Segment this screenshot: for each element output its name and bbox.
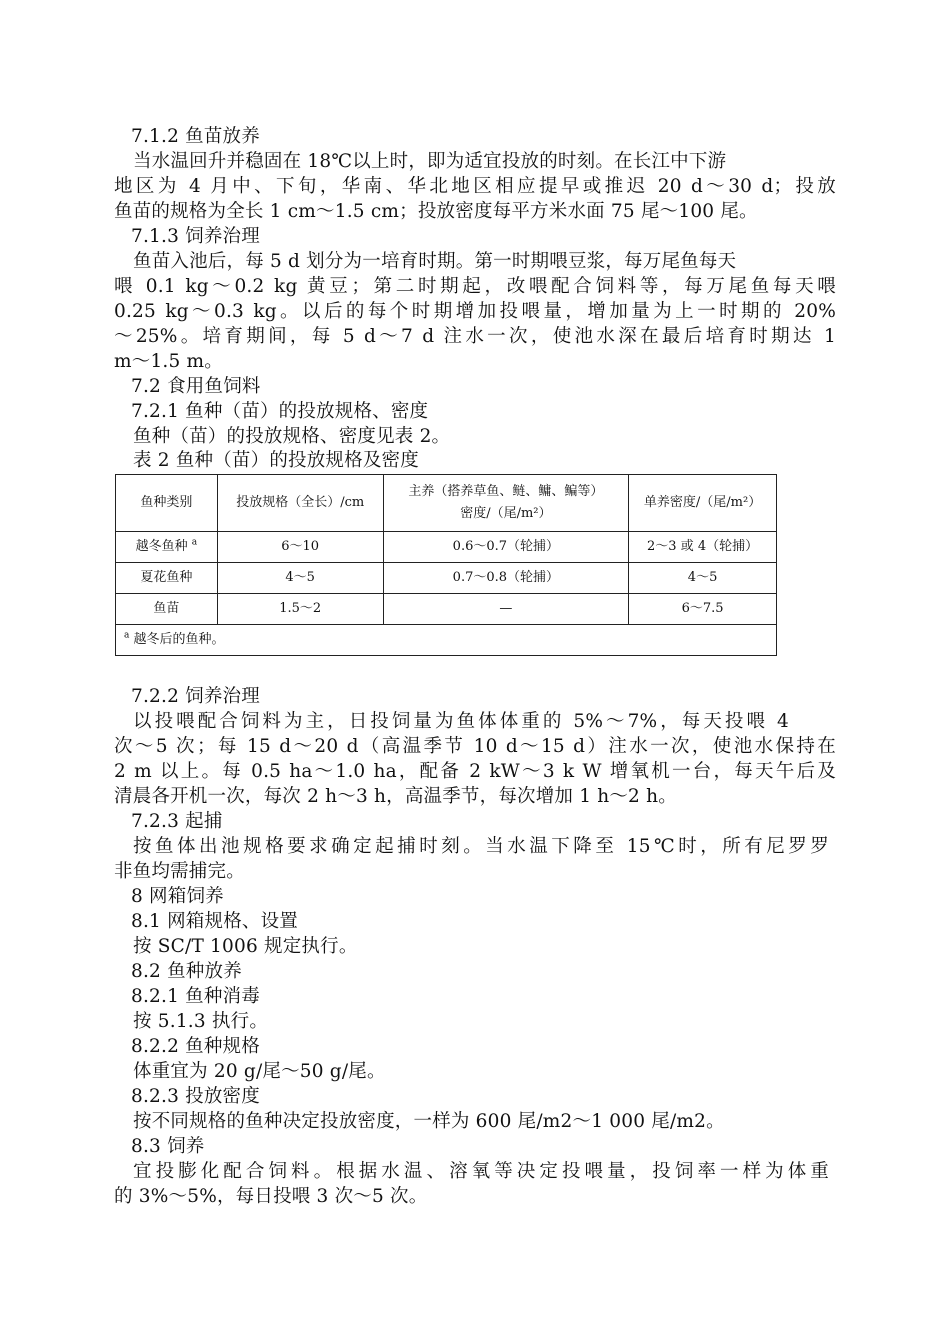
footnote-marker: a (124, 630, 130, 641)
paragraph-line: 鱼苗的规格为全长 1 cm～1.5 cm；投放密度每平方米水面 75 尾～100 尾。 (114, 201, 758, 222)
heading-8-2-3: 8.2.3 投放密度 (131, 1086, 260, 1107)
heading-8-2: 8.2 鱼种放养 (131, 961, 242, 982)
header-fish-type: 鱼种类别 (116, 475, 218, 532)
cell-spec: 1.5～2 (217, 594, 383, 625)
footnote-marker: a (191, 537, 198, 548)
heading-8-2-2: 8.2.2 鱼种规格 (131, 1036, 260, 1057)
cell-main: — (383, 594, 629, 625)
heading-7-2-3: 7.2.3 起捕 (131, 811, 223, 832)
table-header-row (116, 475, 777, 532)
header-spec: 投放规格（全长）/cm (217, 475, 383, 532)
heading-7-2: 7.2 食用鱼饲料 (131, 376, 261, 397)
paragraph-line: 按鱼体出池规格要求确定起捕时刻。当水温下降至 15℃时，所有尼罗罗 (133, 836, 829, 857)
table-row (116, 532, 777, 563)
heading-8-1: 8.1 网箱规格、设置 (131, 911, 299, 932)
paragraph-line: 地区为 4 月中、下旬，华南、华北地区相应提早或推迟 20 d～30 d；投放 (114, 176, 836, 197)
cell-single: 4～5 (629, 563, 777, 594)
table-note (116, 625, 777, 656)
cell-single: 6～7.5 (629, 594, 777, 625)
paragraph-line: 的 3%～5%，每日投喂 3 次～5 次。 (114, 1186, 428, 1207)
paragraph-line: 按 5.1.3 执行。 (133, 1011, 269, 1032)
table-caption: 表 2 鱼种（苗）的投放规格及密度 (133, 450, 419, 471)
table-row (116, 594, 777, 625)
heading-7-2-1: 7.2.1 鱼种（苗）的投放规格、密度 (131, 401, 429, 422)
paragraph-line: 宜投膨化配合饲料。根据水温、溶氧等决定投喂量，投饲率一样为体重 (133, 1161, 829, 1182)
header-main-density (383, 475, 629, 532)
paragraph-line: 鱼苗入池后，每 5 d 划分为一培育时期。第一时期喂豆浆，每万尾鱼每天 (133, 251, 737, 272)
paragraph-line: 次～5 次；每 15 d～20 d（高温季节 10 d～15 d）注水一次，使池水保持在 (114, 736, 836, 757)
cell-type-text: 越冬鱼种 (135, 539, 188, 554)
table-note-row (116, 625, 777, 656)
cell-main: 0.7～0.8（轮捕） (383, 563, 629, 594)
header-main-density-line1: 主养（搭养草鱼、鲢、鳙、鳊等） (408, 484, 604, 499)
cell-main: 0.6～0.7（轮捕） (383, 532, 629, 563)
cell-type: 鱼苗 (116, 594, 218, 625)
paragraph-line: 以投喂配合饲料为主，日投饲量为鱼体体重的 5%～7%，每天投喂 4 (133, 711, 789, 732)
heading-7-2-2: 7.2.2 饲养治理 (131, 686, 260, 707)
cell-type (116, 532, 218, 563)
table-row (116, 563, 777, 594)
paragraph-line: 按不同规格的鱼种决定投放密度，一样为 600 尾/m2～1 000 尾/m2。 (133, 1111, 725, 1132)
paragraph-line: 清晨各开机一次，每次 2 h～3 h，高温季节，每次增加 1 h～2 h。 (114, 786, 677, 807)
table-note-text: 越冬后的鱼种。 (129, 632, 225, 647)
heading-7-1-2: 7.1.2 鱼苗放养 (131, 126, 260, 147)
paragraph-line: 2 m 以上。每 0.5 ha～1.0 ha，配备 2 kW～3 k W 增氧机一台，每天午后及 (114, 761, 836, 782)
heading-8-3: 8.3 饲养 (131, 1136, 205, 1157)
cell-single: 2～3 或 4（轮捕） (629, 532, 777, 563)
cell-type: 夏花鱼种 (116, 563, 218, 594)
header-main-density-line2: 密度/（尾/m²） (460, 506, 552, 521)
paragraph-line: 喂 0.1 kg～0.2 kg 黄豆；第二时期起，改喂配合饲料等，每万尾鱼每天喂 (114, 276, 836, 297)
paragraph-line: 当水温回升并稳固在 18℃以上时，即为适宜投放的时刻。在长江中下游 (133, 151, 727, 172)
header-single-density: 单养密度/（尾/m²） (629, 475, 777, 532)
paragraph-line: 0.25 kg～0.3 kg。以后的每个时期增加投喂量，增加量为上一时期的 20% (114, 301, 836, 322)
paragraph-line: 按 SC/T 1006 规定执行。 (133, 936, 358, 957)
heading-8: 8 网箱饲养 (131, 886, 224, 907)
paragraph-line: m～1.5 m。 (114, 351, 223, 372)
paragraph-line: 体重宜为 20 g/尾～50 g/尾。 (133, 1061, 386, 1082)
paragraph-line: 非鱼均需捕完。 (114, 861, 245, 882)
paragraph-line: 鱼种（苗）的投放规格、密度见表 2。 (133, 426, 451, 447)
paragraph-line: ～25%。培育期间，每 5 d～7 d 注水一次，使池水深在最后培育时期达 1 (114, 326, 836, 347)
stocking-table (115, 474, 777, 656)
heading-8-2-1: 8.2.1 鱼种消毒 (131, 986, 260, 1007)
heading-7-1-3: 7.1.3 饲养治理 (131, 226, 260, 247)
cell-spec: 6～10 (217, 532, 383, 563)
cell-spec: 4～5 (217, 563, 383, 594)
